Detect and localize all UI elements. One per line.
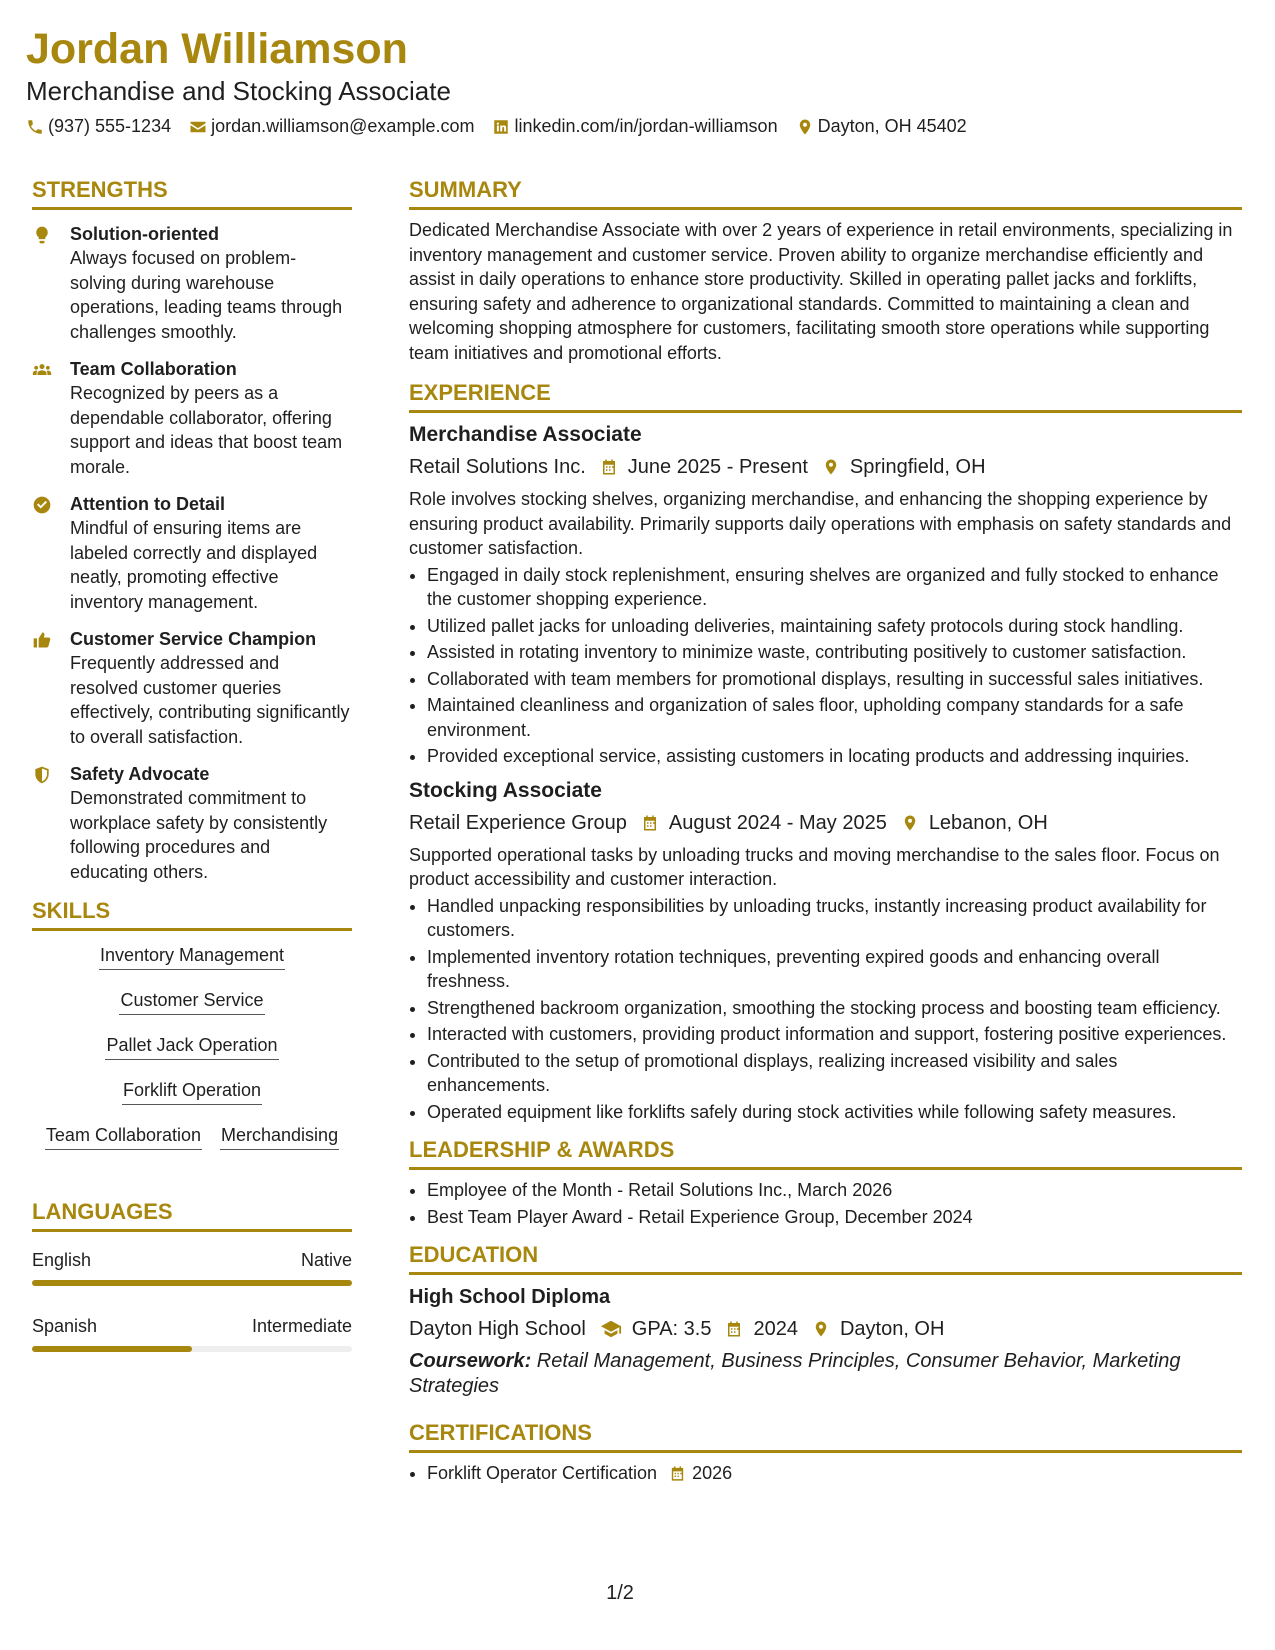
map-pin-icon <box>901 814 919 832</box>
contact-linkedin[interactable] <box>492 116 777 137</box>
language-proficiency-bar <box>32 1346 352 1352</box>
email-link[interactable]: jordan.williamson@example.com <box>211 116 475 136</box>
job-entry <box>409 777 1242 1125</box>
coursework <box>409 1349 1242 1399</box>
job-dates: June 2025 - Present <box>627 456 808 478</box>
job-title: Stocking Associate <box>409 778 602 802</box>
award-item: • Employee of the Month - Retail Solutions Inc., March 2026 <box>427 1178 1242 1203</box>
summary-heading: SUMMARY <box>409 176 1242 210</box>
awards-heading: LEADERSHIP & AWARDS <box>409 1136 1242 1170</box>
strength-desc: Demonstrated commitment to workplace safety by consistently following procedures and educating others. <box>70 788 328 882</box>
job-bullet: • Engaged in daily stock replenishment, ensuring shelves are organized and fully stocked to enhance the customer shopping experience. <box>427 563 1242 612</box>
skill-tag: Forklift Operation <box>122 1078 262 1105</box>
coursework-list: Retail Management, Business Principles, Consumer Behavior, Marketing Strategies <box>409 1350 1181 1397</box>
job-bullet: • Implemented inventory rotation techniques, preventing expired goods and enhancing overall freshness. <box>427 945 1242 994</box>
job-bullet: • Contributed to the setup of promotional displays, realizing increased visibility and sales enhancements. <box>427 1049 1242 1098</box>
calendar-icon <box>641 814 659 832</box>
education-meta <box>409 1315 1242 1343</box>
calendar-icon <box>669 1465 686 1482</box>
coursework-label: Coursework: <box>409 1350 532 1372</box>
job-bullet: • Handled unpacking responsibilities by unloading trucks, instantly increasing product availability for customers. <box>427 894 1242 943</box>
job-company: Retail Experience Group <box>409 811 627 834</box>
job-bullets <box>409 563 1242 769</box>
contact-bar <box>26 116 1246 137</box>
language-item <box>32 1314 352 1352</box>
job-entry <box>409 421 1242 769</box>
map-pin-icon <box>796 118 814 136</box>
users-icon <box>32 360 52 380</box>
skills-list <box>32 943 352 1168</box>
linkedin-icon <box>492 118 510 136</box>
language-proficiency-fill <box>32 1280 352 1286</box>
education-year: 2024 <box>753 1318 798 1340</box>
certification-year: 2026 <box>692 1463 733 1483</box>
skill-tag: Inventory Management <box>99 943 285 970</box>
summary-text: Dedicated Merchandise Associate with over 2 years of experience in retail environments, specializing in inventory management and customer service. Proven ability to organize merchandise efficiently and assist in daily operations to enhance store productivity. Skilled in operating pallet jacks and forklifts, ensuring safety and adherence to organizational standards. Committed to maintaining a clean and welcoming shopping atmosphere for customers, facilitating smooth store operations while supporting team initiatives and promotional efforts. <box>409 220 1233 363</box>
education-heading: EDUCATION <box>409 1241 1242 1275</box>
job-location: Springfield, OH <box>849 456 986 478</box>
thumbs-up-icon <box>32 630 52 650</box>
certifications-list <box>409 1461 1242 1486</box>
envelope-icon <box>189 118 207 136</box>
language-proficiency-fill <box>32 1346 192 1352</box>
strength-item <box>32 357 352 479</box>
job-dates: August 2024 - May 2025 <box>668 811 887 834</box>
strength-desc: Always focused on problem-solving during warehouse operations, leading teams through challenges smoothly. <box>70 248 343 342</box>
calendar-icon <box>725 1320 743 1338</box>
job-bullet: • Maintained cleanliness and organization of sales floor, upholding company standards for a safe environment. <box>427 693 1242 742</box>
strengths-heading: STRENGTHS <box>32 176 352 210</box>
skill-tag: Customer Service <box>119 988 264 1015</box>
job-bullet: • Strengthened backroom organization, smoothing the stocking process and boosting team efficiency. <box>427 996 1242 1021</box>
check-circle-icon <box>32 495 52 515</box>
location-text: Dayton, OH 45402 <box>817 116 967 136</box>
strength-desc: Mindful of ensuring items are labeled correctly and displayed neatly, promoting effective inventory management. <box>70 518 318 612</box>
shield-icon <box>32 765 52 785</box>
strengths-list <box>32 222 352 884</box>
language-name: Spanish <box>32 1316 98 1336</box>
gpa-text: GPA: 3.5 <box>631 1318 712 1340</box>
language-level: Intermediate <box>251 1316 352 1336</box>
job-description: Role involves stocking shelves, organizing merchandise, and enhancing the shopping experience by ensuring product availability. Primarily supports daily operations with emphasis on safety standards and customer satisfaction. <box>409 489 1232 558</box>
job-bullet: • Provided exceptional service, assisting customers in locating products and addressing inquiries. <box>427 744 1242 769</box>
experience-heading: EXPERIENCE <box>409 379 1242 413</box>
candidate-title: Merchandise and Stocking Associate <box>26 76 451 106</box>
contact-email[interactable] <box>189 116 474 137</box>
calendar-icon <box>600 458 618 476</box>
strength-item <box>32 222 352 344</box>
job-description: Supported operational tasks by unloading trucks and moving merchandise to the sales floor. Focus on product accessibility and customer interaction. <box>409 844 1220 889</box>
job-title: Merchandise Associate <box>409 423 642 446</box>
certification-item <box>427 1461 1242 1486</box>
skill-tag: Team Collaboration <box>45 1123 202 1150</box>
language-level: Native <box>300 1250 352 1270</box>
certifications-heading: CERTIFICATIONS <box>409 1419 1242 1453</box>
job-bullet: • Assisted in rotating inventory to minimize waste, contributing positively to customer satisfaction. <box>427 640 1242 665</box>
skill-tag: Pallet Jack Operation <box>105 1033 278 1060</box>
skills-heading: SKILLS <box>32 897 352 931</box>
linkedin-link[interactable]: linkedin.com/in/jordan-williamson <box>514 116 778 136</box>
strength-title: Safety Advocate <box>70 764 210 784</box>
strength-title: Solution-oriented <box>70 224 219 244</box>
strength-item <box>32 627 352 749</box>
strength-title: Customer Service Champion <box>70 629 317 649</box>
job-bullet: • Interacted with customers, providing product information and support, fostering positive experiences. <box>427 1022 1242 1047</box>
degree-title: High School Diploma <box>409 1286 611 1308</box>
strength-item <box>32 762 352 884</box>
award-item: • Best Team Player Award - Retail Experience Group, December 2024 <box>427 1205 1242 1230</box>
map-pin-icon <box>822 458 840 476</box>
page-number: 1/2 <box>606 1582 634 1604</box>
job-location: Lebanon, OH <box>928 811 1048 834</box>
graduation-cap-icon <box>600 1318 622 1340</box>
map-pin-icon <box>812 1320 830 1338</box>
candidate-name: Jordan Williamson <box>26 25 408 73</box>
education-location: Dayton, OH <box>839 1318 945 1340</box>
phone-text: (937) 555-1234 <box>48 116 172 136</box>
right-column <box>409 176 1242 1494</box>
resume-header <box>26 26 1246 137</box>
strength-item <box>32 492 352 614</box>
job-meta <box>409 453 1242 481</box>
language-name: English <box>32 1250 92 1270</box>
language-item <box>32 1248 352 1286</box>
languages-heading: LANGUAGES <box>32 1198 352 1232</box>
contact-location <box>796 116 967 137</box>
language-proficiency-bar <box>32 1280 352 1286</box>
strength-desc: Recognized by peers as a dependable collaborator, offering support and ideas that boost team morale. <box>70 383 343 477</box>
strength-title: Attention to Detail <box>70 494 225 514</box>
left-column <box>32 176 352 1374</box>
job-bullet: • Collaborated with team members for promotional displays, resulting in successful sales initiatives. <box>427 667 1242 692</box>
lightbulb-icon <box>32 225 52 245</box>
strength-desc: Frequently addressed and resolved customer queries effectively, contributing significantly to overall satisfaction. <box>70 653 350 747</box>
certification-name: • Forklift Operator Certification <box>427 1463 658 1483</box>
job-bullet: • Utilized pallet jacks for unloading deliveries, maintaining safety protocols during stock handling. <box>427 614 1242 639</box>
job-bullet: • Operated equipment like forklifts safely during stock activities while following safety measures. <box>427 1100 1242 1125</box>
school-name: Dayton High School <box>409 1318 586 1340</box>
skill-tag: Merchandising <box>220 1123 339 1150</box>
strength-title: Team Collaboration <box>70 359 237 379</box>
contact-phone <box>26 116 171 137</box>
job-bullets <box>409 894 1242 1125</box>
job-meta <box>409 809 1242 837</box>
awards-list <box>409 1178 1242 1229</box>
phone-icon <box>26 118 44 136</box>
job-company: Retail Solutions Inc. <box>409 456 586 478</box>
